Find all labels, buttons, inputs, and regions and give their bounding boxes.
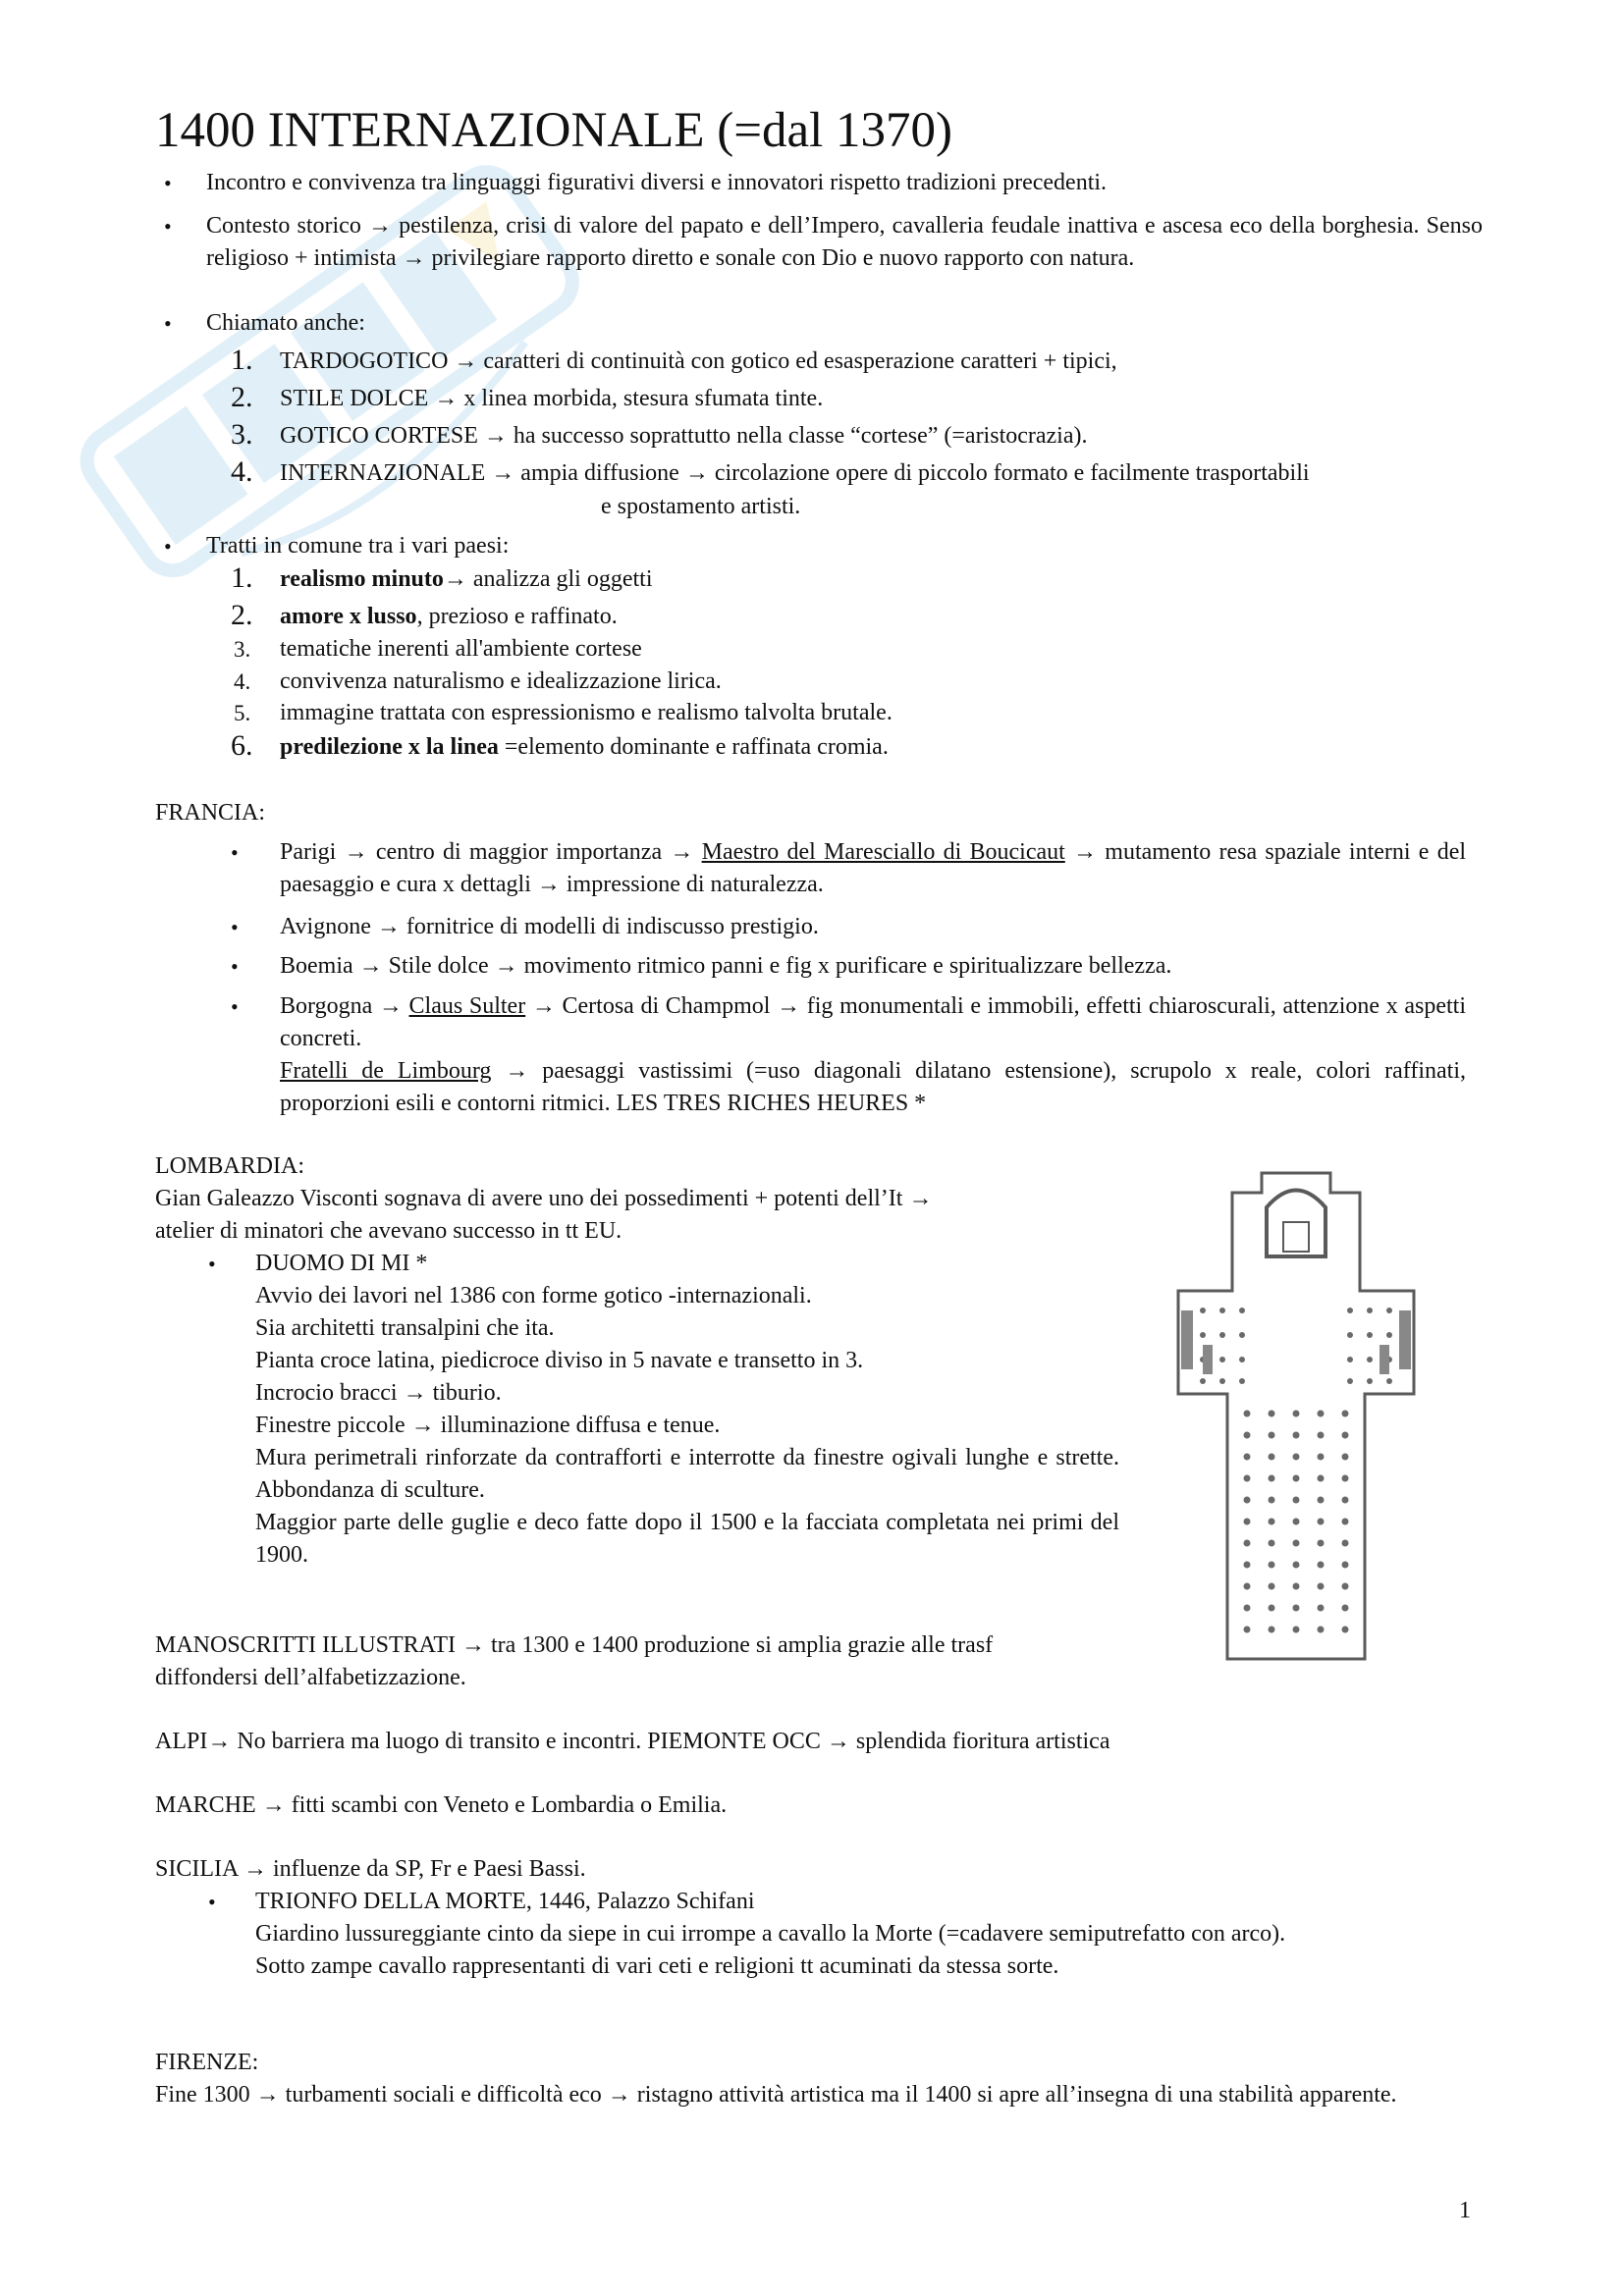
plan-column — [1386, 1308, 1392, 1313]
list-item-continuation: e spostamento artisti. — [601, 494, 801, 519]
plan-column — [1318, 1540, 1325, 1547]
plan-column — [1342, 1411, 1349, 1417]
manoscritti-line-2: diffondersi dell’alfabetizzazione. — [155, 1665, 466, 1690]
arrow-icon: → — [368, 213, 392, 239]
list-number: 1. — [231, 344, 253, 376]
plan-column — [1269, 1562, 1275, 1569]
plan-column — [1293, 1519, 1300, 1525]
plan-column — [1293, 1497, 1300, 1504]
list-item: INTERNAZIONALE → ampia diffusione → circolazione opere di piccolo formato e facilmente trasportabili — [280, 460, 1310, 486]
francia-borgogna: Borgogna → Claus Sulter → Certosa di Champmol → fig monumentali e immobili, effetti chiaroscurali, attenzione x aspetti concreti. — [280, 993, 1467, 1051]
plan-column — [1269, 1432, 1275, 1439]
plan-column — [1367, 1378, 1373, 1384]
list-number: 3. — [231, 418, 253, 451]
trait-item: convivenza naturalismo e idealizzazione lirica. — [280, 668, 722, 694]
plan-column — [1318, 1519, 1325, 1525]
plan-column — [1244, 1497, 1251, 1504]
plan-column — [1293, 1432, 1300, 1439]
plan-column — [1318, 1627, 1325, 1633]
list-item: STILE DOLCE → x linea morbida, stesura sfumata tinte. — [280, 386, 824, 411]
trait-item: realismo minuto→ analizza gli oggetti — [280, 566, 653, 592]
intro-bullet-3: Chiamato anche: — [206, 310, 365, 336]
francia-parigi: Parigi → centro di maggior importanza → Maestro del Maresciallo di Boucicaut → mutamento resa spaziale interni e del paesaggio e cura x dettagli → impressione di naturalezza. — [280, 839, 1467, 897]
plan-column — [1342, 1475, 1349, 1482]
plan-column — [1293, 1454, 1300, 1461]
plan-column — [1219, 1357, 1225, 1362]
page-number: 1 — [1459, 2198, 1471, 2223]
plan-column — [1244, 1605, 1251, 1612]
section-heading-firenze: FIRENZE: — [155, 2050, 259, 2075]
plan-column — [1342, 1627, 1349, 1633]
plan-column — [1219, 1308, 1225, 1313]
plan-column — [1200, 1332, 1206, 1338]
plan-column — [1244, 1627, 1251, 1633]
list-number: 2. — [231, 599, 253, 631]
plan-column — [1200, 1308, 1206, 1313]
francia-boemia: Boemia → Stile dolce → movimento ritmico panni e fig x purificare e spiritualizzare bellezza. — [280, 953, 1172, 979]
plan-column — [1293, 1583, 1300, 1590]
plan-column — [1342, 1605, 1349, 1612]
marche-line: MARCHE → fitti scambi con Veneto e Lombardia o Emilia. — [155, 1792, 728, 1818]
plan-column — [1386, 1378, 1392, 1384]
plan-column — [1318, 1454, 1325, 1461]
plan-column — [1367, 1332, 1373, 1338]
list-number: 2. — [231, 381, 253, 413]
plan-column — [1342, 1454, 1349, 1461]
plan-column — [1269, 1540, 1275, 1547]
plan-column — [1367, 1308, 1373, 1313]
list-number: 3. — [234, 637, 251, 662]
duomo-heading: DUOMO DI MI * — [255, 1251, 428, 1276]
arrow-icon: → — [402, 245, 426, 271]
trait-item: amore x lusso, prezioso e raffinato. — [280, 604, 618, 629]
plan-column — [1269, 1454, 1275, 1461]
bullet-dot: • — [164, 311, 172, 336]
list-item: GOTICO CORTESE → ha successo soprattutto nella classe “cortese” (=aristocrazia). — [280, 423, 1088, 449]
francia-limbourg: Fratelli de Limbourg → paesaggi vastissimi (=uso diagonali dilatano estensione), scrupolo x reale, colori raffinati, proporzioni esili e contorni ritmici. LES TRES RICHES HEURES * — [280, 1058, 1467, 1116]
list-number: 6. — [231, 729, 253, 762]
bullet-dot: • — [164, 171, 172, 195]
bullet-dot: • — [208, 1890, 216, 1914]
section-heading-lombardia: LOMBARDIA: — [155, 1153, 305, 1179]
plan-column — [1269, 1583, 1275, 1590]
plan-column — [1293, 1562, 1300, 1569]
plan-column — [1318, 1411, 1325, 1417]
plan-column — [1269, 1475, 1275, 1482]
plan-column — [1318, 1497, 1325, 1504]
plan-column — [1293, 1475, 1300, 1482]
duomo-floor-plan-image — [1163, 1163, 1429, 1664]
plan-column — [1244, 1583, 1251, 1590]
plan-column — [1386, 1332, 1392, 1338]
duomo-description: Avvio dei lavori nel 1386 con forme gotico -internazionali. Sia architetti transalpini che ita. Pianta croce latina, piedicroce diviso in 5 navate e transetto in 3. Incrocio bracci → tiburio. Finestre piccole → illuminazione diffusa e tenue. Mura perimetrali rinforzate da contrafforti e interrotte da finestre ogivali lunghe e strette. Abbondanza di sculture. Maggior parte delle guglie e deco fatte dopo il 1500 e la facciata completata nei primi del 1900. — [255, 1283, 1119, 1568]
trait-item: predilezione x la linea =elemento dominante e raffinata cromia. — [280, 734, 889, 760]
plan-column — [1244, 1454, 1251, 1461]
plan-column — [1219, 1378, 1225, 1384]
plan-column — [1318, 1562, 1325, 1569]
bullet-dot: • — [231, 994, 239, 1019]
plan-column — [1342, 1519, 1349, 1525]
francia-avignone: Avignone → fornitrice di modelli di indiscusso prestigio. — [280, 914, 819, 939]
list-number: 5. — [234, 701, 251, 725]
plan-column — [1318, 1605, 1325, 1612]
bullet-dot: • — [208, 1252, 216, 1276]
plan-column — [1244, 1519, 1251, 1525]
sicilia-line: SICILIA → influenze da SP, Fr e Paesi Bassi. — [155, 1856, 586, 1882]
plan-column — [1347, 1357, 1353, 1362]
trait-item: immagine trattata con espressionismo e realismo talvolta brutale. — [280, 700, 893, 725]
plan-column — [1318, 1432, 1325, 1439]
plan-column — [1239, 1308, 1245, 1313]
plan-column — [1244, 1540, 1251, 1547]
plan-column — [1293, 1540, 1300, 1547]
intro-bullet-1: Incontro e convivenza tra linguaggi figurativi diversi e innovatori rispetto tradizioni precedenti. — [206, 170, 1108, 195]
plan-column — [1269, 1627, 1275, 1633]
bullet-dot: • — [231, 915, 239, 939]
bullet-dot: • — [231, 840, 239, 865]
plan-column — [1367, 1357, 1373, 1362]
plan-column — [1244, 1432, 1251, 1439]
plan-column — [1200, 1378, 1206, 1384]
lombardia-intro: Gian Galeazzo Visconti sognava di avere uno dei possedimenti + potenti dell’It → atelier di minatori che avevano successo in tt EU. — [155, 1186, 933, 1244]
plan-column — [1342, 1540, 1349, 1547]
intro-bullet-4: Tratti in comune tra i vari paesi: — [206, 533, 510, 559]
section-heading-francia: FRANCIA: — [155, 800, 266, 826]
plan-column — [1239, 1332, 1245, 1338]
trionfo-heading: TRIONFO DELLA MORTE, 1446, Palazzo Schifani — [255, 1889, 755, 1914]
plan-column — [1293, 1605, 1300, 1612]
list-item: TARDOGOTICO → caratteri di continuità con gotico ed esasperazione caratteri + tipici, — [280, 348, 1117, 374]
plan-column — [1347, 1378, 1353, 1384]
plan-column — [1347, 1308, 1353, 1313]
plan-column — [1342, 1583, 1349, 1590]
alpi-line: ALPI→ No barriera ma luogo di transito e incontri. PIEMONTE OCC → splendida fioritura artistica — [155, 1729, 1110, 1754]
plan-column — [1269, 1605, 1275, 1612]
trait-item: tematiche inerenti all'ambiente cortese — [280, 636, 642, 662]
intro-bullet-2: Contesto storico → pestilenza, crisi di valore del papato e dell’Impero, cavalleria feudale inattiva e ascesa eco della borghesia. Senso religioso + intimista → privilegiare rapporto diretto e sonale con Dio e nuovo rapporto con natura. — [206, 213, 1483, 271]
bullet-dot: • — [164, 214, 172, 239]
page-title: 1400 INTERNAZIONALE (=dal 1370) — [155, 103, 953, 158]
plan-column — [1239, 1378, 1245, 1384]
plan-column — [1219, 1332, 1225, 1338]
plan-column — [1239, 1357, 1245, 1362]
plan-column — [1342, 1497, 1349, 1504]
plan-column — [1347, 1332, 1353, 1338]
list-number: 1. — [231, 561, 253, 594]
plan-column — [1269, 1519, 1275, 1525]
plan-column — [1269, 1411, 1275, 1417]
plan-column — [1342, 1562, 1349, 1569]
plan-column — [1293, 1627, 1300, 1633]
plan-column — [1244, 1475, 1251, 1482]
list-number: 4. — [231, 455, 253, 488]
plan-column — [1342, 1432, 1349, 1439]
list-number: 4. — [234, 669, 251, 694]
manoscritti-line: MANOSCRITTI ILLUSTRATI → tra 1300 e 1400 produzione si amplia grazie alle trasf — [155, 1632, 994, 1658]
bullet-dot: • — [164, 534, 172, 559]
plan-column — [1269, 1497, 1275, 1504]
plan-column — [1244, 1562, 1251, 1569]
plan-column — [1318, 1475, 1325, 1482]
bullet-dot: • — [231, 954, 239, 979]
trionfo-description: Giardino lussureggiante cinto da siepe in cui irrompe a cavallo la Morte (=cadavere semiputrefatto con arco). Sotto zampe cavallo rappresentanti di vari ceti e religioni tt acuminati da stessa sorte. — [255, 1921, 1286, 1979]
plan-column — [1244, 1411, 1251, 1417]
firenze-text: Fine 1300 → turbamenti sociali e difficoltà eco → ristagno attività artistica ma il 1400 si apre all’insegna di una stabilità apparente. — [155, 2082, 1397, 2108]
plan-column — [1318, 1583, 1325, 1590]
plan-column — [1293, 1411, 1300, 1417]
